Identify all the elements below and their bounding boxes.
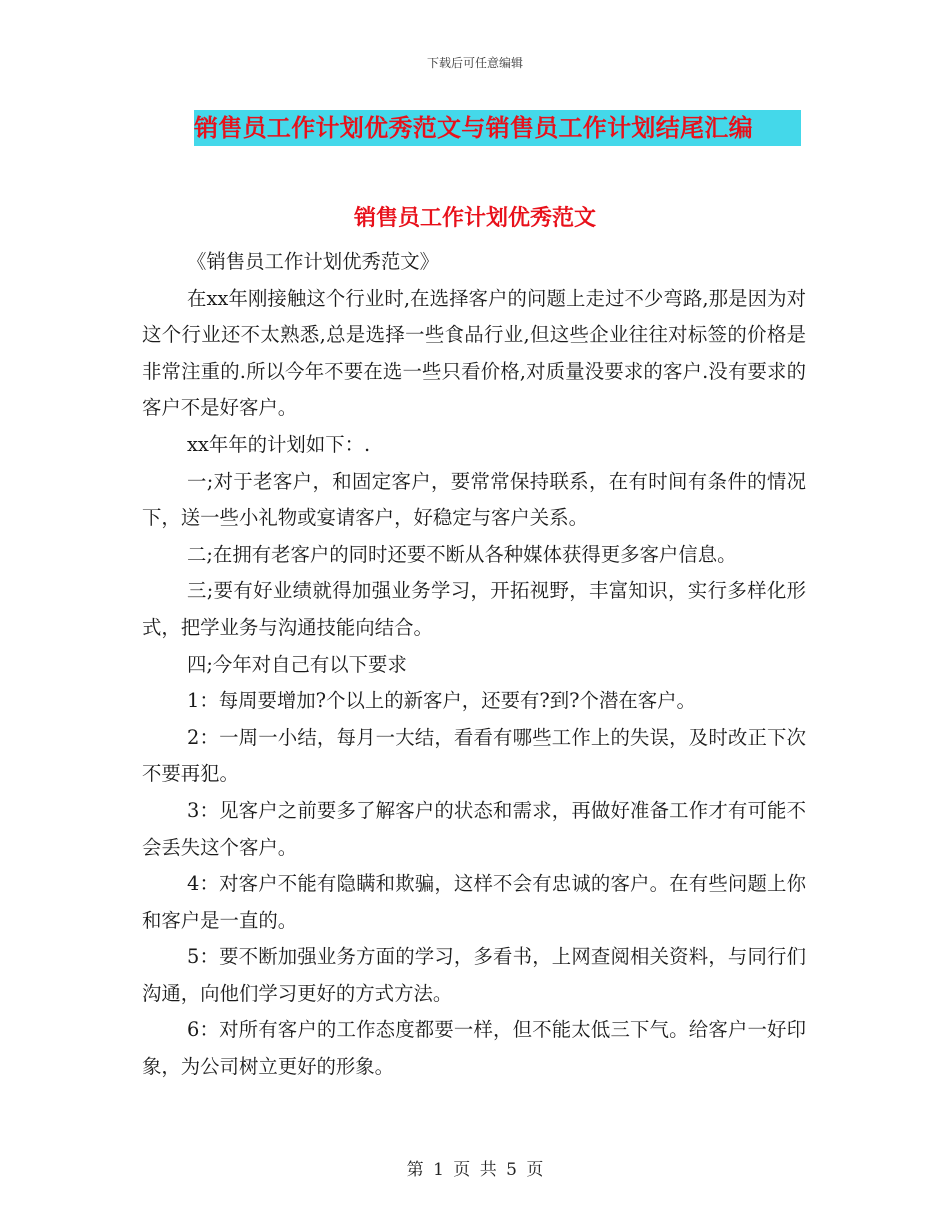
- paragraph: 3：见客户之前要多了解客户的状态和需求，再做好准备工作才有可能不会丢失这个客户。: [142, 798, 806, 859]
- document-body: [142, 244, 806, 1086]
- paragraph: 在xx年刚接触这个行业时,在选择客户的问题上走过不少弯路,那是因为对这个行业还不太熟悉,总是选择一些食品行业,但这些企业往往对标签的价格是非常注重的.所以今年不要在选一些只看价格,对质量没要求的客户.没有要求的客户不是好客户。: [142, 286, 806, 420]
- section-title: 销售员工作计划优秀范文: [353, 206, 596, 231]
- paragraph: 5：要不断加强业务方面的学习，多看书，上网查阅相关资料，与同行们沟通，向他们学习更好的方式方法。: [142, 945, 806, 1005]
- paragraph: 三;要有好业绩就得加强业务学习，开拓视野，丰富知识，实行多样化形式，把学业务与沟通技能向结合。: [142, 579, 806, 639]
- paragraph: 6：对所有客户的工作态度都要一样，但不能太低三下气。给客户一好印象，为公司树立更好的形象。: [142, 1018, 806, 1079]
- paragraph: 4：对客户不能有隐瞒和欺骗，这样不会有忠诚的客户。在有些问题上你和客户是一直的。: [142, 872, 806, 932]
- paragraph: 二;在拥有老客户的同时还要不断从各种媒体获得更多客户信息。: [187, 542, 737, 566]
- main-title-highlight: [194, 110, 801, 146]
- paragraph: 1：每周要增加?个以上的新客户，还要有?到?个潜在客户。: [187, 689, 696, 713]
- paragraph: 2：一周一小结，每月一大结，看看有哪些工作上的失误，及时改正下次不要再犯。: [142, 725, 806, 786]
- paragraph: 四;今年对自己有以下要求: [187, 652, 407, 676]
- paragraph: xx年年的计划如下：.: [187, 432, 371, 456]
- header-note: 下载后可任意编辑: [426, 56, 523, 70]
- main-title: 销售员工作计划优秀范文与销售员工作计划结尾汇编: [194, 114, 753, 142]
- paragraph: 一;对于老客户，和固定客户，要常常保持联系，在有时间有条件的情况下，送一些小礼物或宴请客户，好稳定与客户关系。: [142, 469, 806, 530]
- page-footer: 第 1 页 共 5 页: [406, 1160, 544, 1180]
- paragraph: 《销售员工作计划优秀范文》: [187, 250, 440, 273]
